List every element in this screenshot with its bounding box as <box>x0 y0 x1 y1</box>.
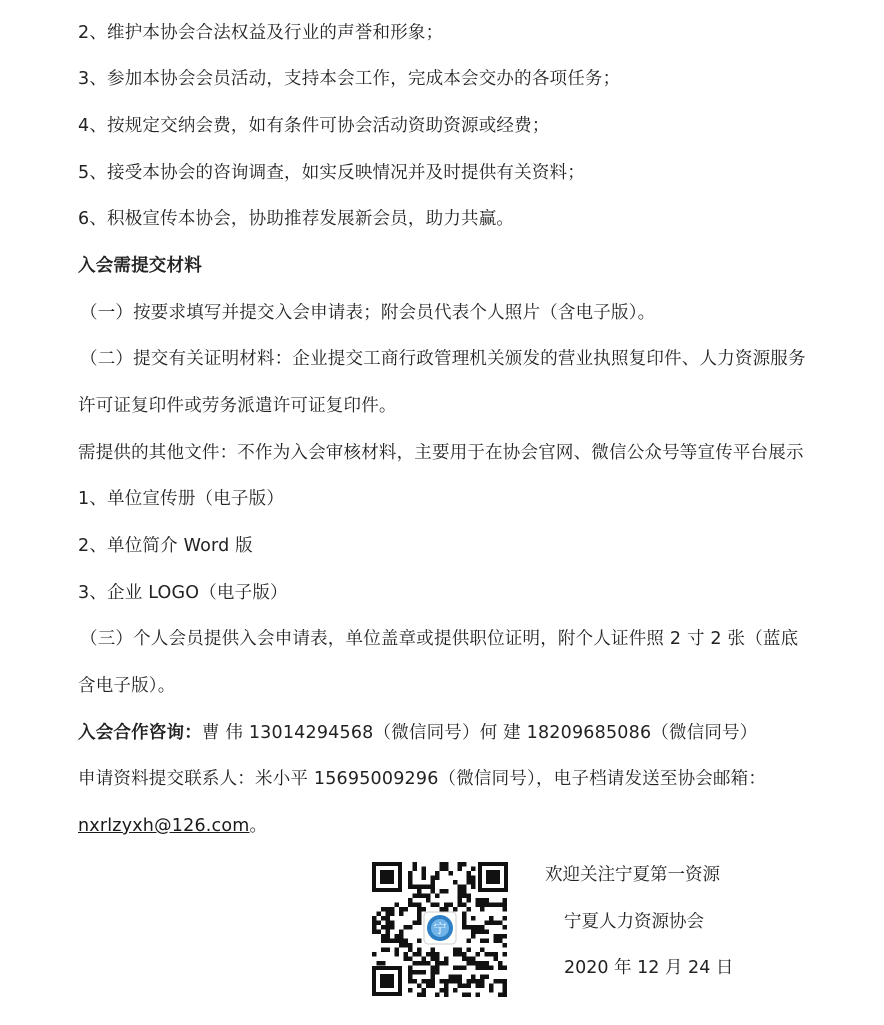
material-item-3-line1: （三）个人会员提供入会申请表，单位盖章或提供职位证明，附个人证件照 2 寸 2 张（蓝底 <box>80 629 799 649</box>
email-tail: 。 <box>249 816 268 836</box>
material-item-2-line2: 许可证复印件或劳务派遣许可证复印件。 <box>78 396 397 416</box>
consult-text: 曹 伟 13014294568（微信同号）何 建 18209685086（微信同号） <box>201 723 758 743</box>
consult-line <box>78 721 758 745</box>
contact-line: 申请资料提交联系人：米小平 15695009296（微信同号），电子档请发送至协会邮箱： <box>78 769 767 789</box>
email-link[interactable]: nxrlzyxh@126.com <box>78 816 250 836</box>
date-text: 2020 年 12 月 24 日 <box>564 958 734 978</box>
duty-item-2: 2、维护本协会合法权益及行业的声誉和形象； <box>78 23 444 43</box>
logo-glyph: 宁 <box>433 922 447 937</box>
duty-item-4: 4、按规定交纳会费，如有条件可协会活动资助资源或经费； <box>78 116 550 136</box>
material-item-2-line1: （二）提交有关证明材料：企业提交工商行政管理机关颁发的营业执照复印件、人力资源服务 <box>80 349 806 369</box>
other-doc-1: 1、单位宣传册（电子版） <box>78 489 285 509</box>
duty-item-3: 3、参加本协会会员活动，支持本会工作，完成本会交办的各项任务； <box>78 69 621 89</box>
consult-label: 入会合作咨询： <box>78 723 202 743</box>
duty-item-6: 6、积极宣传本协会，协助推荐发展新会员，助力共赢。 <box>78 209 515 229</box>
email-line <box>78 814 267 838</box>
material-item-1: （一）按要求填写并提交入会申请表；附会员代表个人照片（含电子版）。 <box>80 303 656 323</box>
follow-text: 欢迎关注宁夏第一资源 <box>545 865 720 885</box>
other-doc-3: 3、企业 LOGO（电子版） <box>78 583 288 603</box>
org-name: 宁夏人力资源协会 <box>564 912 704 932</box>
duty-item-5: 5、接受本协会的咨询调查，如实反映情况并及时提供有关资料； <box>78 163 585 183</box>
qr-code-image <box>370 860 510 998</box>
other-doc-2: 2、单位简介 Word 版 <box>78 536 253 556</box>
material-item-3-line2: 含电子版）。 <box>78 676 176 696</box>
qr-code <box>370 860 510 998</box>
section-title: 入会需提交材料 <box>78 256 202 276</box>
other-docs-note: 需提供的其他文件：不作为入会审核材料，主要用于在协会官网、微信公众号等宣传平台展示 <box>78 443 804 463</box>
